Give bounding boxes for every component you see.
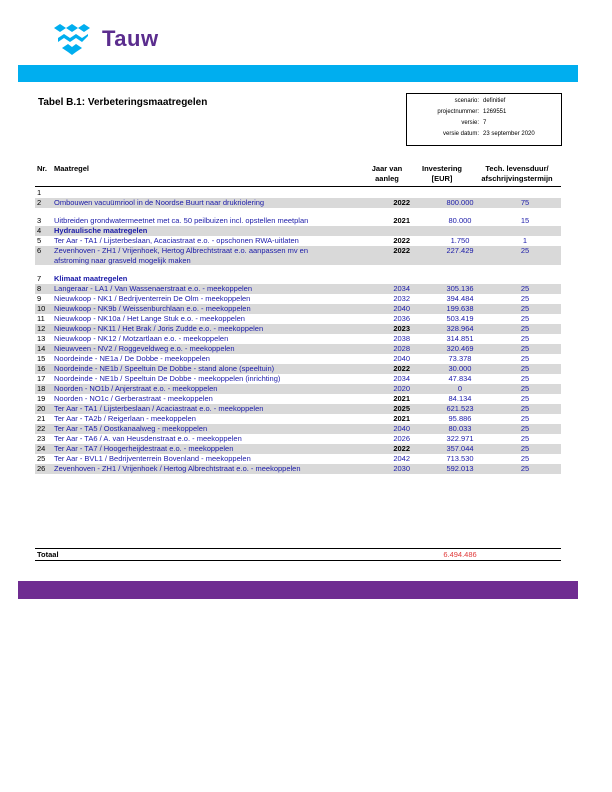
row-number: 2 [37, 198, 42, 207]
row-investering: 95.886 [448, 414, 472, 423]
table-row [35, 384, 561, 394]
row-maatregel: Noordeinde - NE1a / De Dobbe - meekoppelen [54, 354, 210, 363]
row-jaar: 2022 [393, 246, 410, 255]
row-number: 10 [37, 304, 46, 313]
row-jaar: 2021 [393, 394, 410, 403]
row-levensduur: 15 [520, 216, 530, 225]
row-maatregel: Ter Aar - TA7 / Hoogerheijdestraat e.o. - meekoppelen [54, 444, 234, 453]
row-investering: 320.469 [446, 344, 474, 353]
row-jaar: 2021 [393, 414, 410, 423]
row-investering: 84.134 [448, 394, 472, 403]
row-number: 12 [37, 324, 46, 333]
row-levensduur: 25 [520, 304, 530, 313]
row-investering: 800.000 [446, 198, 474, 207]
meta-label: scenario: [454, 98, 479, 104]
row-number: 11 [37, 314, 45, 323]
row-number: 25 [37, 454, 46, 463]
row-maatregel: Nieuwkoop - NK12 / Motzartlaan e.o. - meekoppelen [54, 334, 229, 343]
row-jaar: 2040 [393, 354, 410, 363]
total-label: Totaal [37, 550, 59, 559]
row-levensduur: 25 [520, 284, 530, 293]
meta-value: definitief [483, 98, 506, 104]
row-number: 14 [37, 344, 46, 353]
row-levensduur: 25 [520, 324, 530, 333]
row-jaar: 2022 [393, 444, 410, 453]
row-maatregel: Ter Aar - TA6 / A. van Heusdenstraat e.o. - meekoppelen [54, 434, 242, 443]
row-maatregel: Noorden - NO1c / Gerberastraat - meekoppelen [54, 394, 213, 403]
row-levensduur: 25 [520, 314, 530, 323]
row-maatregel: Nieuwkoop - NK10a / Het Lange Stuk e.o. - meekoppelen [54, 314, 245, 323]
row-jaar: 2038 [393, 334, 410, 343]
row-jaar: 2032 [393, 294, 410, 303]
row-maatregel: Zevenhoven - ZH1 / Vrijenhoek / Hertog Albrechtstraat e.o. - meekoppelen [54, 464, 301, 473]
row-maatregel: Nieuwveen - NV2 / Roggeveldweg e.o. - meekoppelen [54, 344, 235, 353]
row-number: 13 [37, 334, 46, 343]
table-row [35, 354, 561, 364]
row-maatregel: Langeraar - LA1 / Van Wassenaerstraat e.o. - meekoppelen [54, 284, 253, 293]
row-number: 26 [37, 464, 46, 473]
row-maatregel: Noordeinde - NE1b / Speeltuin De Dobbe - meekoppelen (inrichting) [54, 374, 281, 383]
table-row [35, 274, 561, 284]
table-row [35, 324, 561, 334]
row-jaar: 2022 [393, 364, 410, 373]
row-jaar: 2026 [393, 434, 410, 443]
meta-label: projectnummer: [437, 109, 479, 115]
row-investering: 322.971 [446, 434, 474, 443]
row-number: 24 [37, 444, 46, 453]
row-levensduur: 25 [520, 344, 530, 353]
row-number: 15 [37, 354, 46, 363]
row-jaar: 2028 [393, 344, 410, 353]
table-row [35, 284, 561, 294]
row-jaar: 2021 [393, 216, 410, 225]
row-levensduur: 25 [520, 334, 530, 343]
row-levensduur: 25 [520, 374, 530, 383]
row-jaar: 2020 [393, 384, 410, 393]
table-row [35, 454, 561, 464]
table-title: Tabel B.1: Verbeteringsmaatregelen [38, 97, 208, 108]
row-number: 7 [37, 274, 42, 283]
total-value: 6.494.486 [443, 550, 477, 559]
table-row [35, 198, 561, 208]
row-investering: 73.378 [448, 354, 472, 363]
row-jaar: 2022 [393, 198, 410, 207]
row-number: 23 [37, 434, 46, 443]
row-levensduur: 25 [520, 384, 530, 393]
row-maatregel: Noordeinde - NE1b / Speeltuin De Dobbe - stand alone (speeltuin) [54, 364, 275, 373]
table-row [35, 364, 561, 374]
row-levensduur: 25 [520, 444, 530, 453]
row-investering: 713.530 [446, 454, 474, 463]
tauw-logo [52, 22, 159, 56]
row-number: 19 [37, 394, 46, 403]
header-nr: Nr. [37, 164, 48, 173]
row-jaar: 2034 [393, 284, 410, 293]
row-number: 5 [37, 236, 42, 245]
header-investering: Investering [EUR] [421, 164, 462, 183]
row-levensduur: 1 [522, 236, 528, 245]
table-row [35, 304, 561, 314]
meta-value: 23 september 2020 [483, 131, 535, 137]
meta-label: versie datum: [442, 131, 479, 137]
table-row [35, 294, 561, 304]
total-rule-top [35, 548, 561, 549]
row-maatregel: Ter Aar - TA1 / Lijsterbeslaan, Acaciastraat e.o. - opschonen RWA-uitlaten [54, 236, 299, 245]
row-maatregel: Klimaat maatregelen [54, 274, 128, 283]
row-investering: 592.013 [446, 464, 474, 473]
table-row [35, 344, 561, 354]
row-levensduur: 25 [520, 246, 530, 255]
row-levensduur: 75 [520, 198, 530, 207]
table-row [35, 414, 561, 424]
row-number: 6 [37, 246, 42, 255]
row-maatregel: Hydraulische maatregelen [54, 226, 148, 235]
row-maatregel: Nieuwkoop - NK9b / Weissenburchlaan e.o. - meekoppelen [54, 304, 251, 313]
header-maatregel: Maatregel [54, 164, 90, 173]
row-investering: 314.851 [446, 334, 474, 343]
row-investering: 394.484 [446, 294, 474, 303]
row-investering: 199.638 [446, 304, 474, 313]
table-row [35, 216, 561, 226]
table-row [35, 444, 561, 454]
table-row [35, 374, 561, 384]
row-maatregel: Ter Aar - TA1 / Lijsterbeslaan / Acaciastraat e.o. - meekoppelen [54, 404, 264, 413]
row-investering: 30.000 [448, 364, 472, 373]
row-maatregel: Ter Aar - TA5 / Oostkanaalweg - meekoppelen [54, 424, 208, 433]
table-row [35, 464, 561, 474]
row-number: 8 [37, 284, 42, 293]
row-investering: 328.964 [446, 324, 474, 333]
table-row [35, 404, 561, 414]
row-investering: 305.136 [446, 284, 474, 293]
row-investering: 47.834 [448, 374, 472, 383]
row-levensduur: 25 [520, 294, 530, 303]
row-maatregel: Nieuwkoop - NK11 / Het Brak / Joris Zudde e.o. - meekoppelen [54, 324, 264, 333]
row-number: 21 [37, 414, 46, 423]
row-levensduur: 25 [520, 404, 530, 413]
row-investering: 80.000 [448, 216, 472, 225]
row-investering: 503.419 [446, 314, 474, 323]
row-jaar: 2023 [393, 324, 410, 333]
table-row [35, 424, 561, 434]
table-row [35, 226, 561, 236]
row-levensduur: 25 [520, 464, 530, 473]
row-number: 20 [37, 404, 46, 413]
meta-label: versie: [461, 120, 479, 126]
row-number: 16 [37, 364, 46, 373]
table-row [35, 394, 561, 404]
row-investering: 0 [457, 384, 463, 393]
table-row [35, 314, 561, 324]
row-jaar: 2036 [393, 314, 410, 323]
meta-value: 7 [483, 120, 487, 126]
header-tech: Tech. levensduur/ afschrijvingstermijn [481, 164, 553, 183]
row-jaar: 2040 [393, 424, 410, 433]
row-levensduur: 25 [520, 354, 530, 363]
row-investering: 1.750 [450, 236, 470, 245]
header-jaar: Jaar van aanleg [371, 164, 403, 183]
row-number: 3 [37, 216, 42, 225]
row-number: 17 [37, 374, 46, 383]
row-jaar: 2042 [393, 454, 410, 463]
row-number: 22 [37, 424, 46, 433]
row-maatregel: Ter Aar - TA2b / Reigerlaan - meekoppelen [54, 414, 196, 423]
row-investering: 80.033 [448, 424, 472, 433]
row-investering: 621.523 [446, 404, 474, 413]
row-jaar: 2034 [393, 374, 410, 383]
row-number: 1 [37, 188, 42, 197]
row-maatregel: Ombouwen vacuümriool in de Noordse Buurt naar drukriolering [54, 198, 265, 207]
meta-box [406, 93, 562, 146]
table-row [35, 334, 561, 344]
row-investering: 357.044 [446, 444, 474, 453]
row-levensduur: 25 [520, 424, 530, 433]
row-maatregel: Uitbreiden grondwatermeetnet met ca. 50 peilbuizen incl. opstellen meetplan [54, 216, 309, 225]
row-investering: 227.429 [446, 246, 474, 255]
row-jaar: 2025 [393, 404, 410, 413]
header-band [18, 65, 578, 82]
total-rule-bottom [35, 560, 561, 561]
tauw-logo-icon [52, 22, 92, 56]
row-maatregel: Ter Aar - BVL1 / Bedrijventerrein Bovenland - meekoppelen [54, 454, 251, 463]
row-levensduur: 25 [520, 394, 530, 403]
row-number: 18 [37, 384, 46, 393]
footer-band [18, 581, 578, 599]
header-rule [35, 186, 561, 187]
table-row [35, 236, 561, 246]
row-maatregel: Noorden - NO1b / Anjerstraat e.o. - meekoppelen [54, 384, 218, 393]
row-maatregel: Nieuwkoop - NK1 / Bedrijventerrein De Olm - meekoppelen [54, 294, 251, 303]
row-levensduur: 25 [520, 414, 530, 423]
row-levensduur: 25 [520, 364, 530, 373]
row-jaar: 2022 [393, 236, 410, 245]
row-levensduur: 25 [520, 454, 530, 463]
table-row [35, 188, 561, 198]
row-number: 4 [37, 226, 42, 235]
row-maatregel: Zevenhoven - ZH1 / Vrijenhoek, Hertog Albrechtstraat e.o. aanpassen mv en afstroming naar grasveld mogelijk maken [54, 246, 309, 265]
meta-value: 1269551 [483, 109, 507, 115]
row-jaar: 2040 [393, 304, 410, 313]
row-number: 9 [37, 294, 42, 303]
row-levensduur: 25 [520, 434, 530, 443]
table-row [35, 246, 561, 265]
table-row [35, 434, 561, 444]
brand-name: Tauw [102, 26, 159, 51]
row-jaar: 2030 [393, 464, 410, 473]
